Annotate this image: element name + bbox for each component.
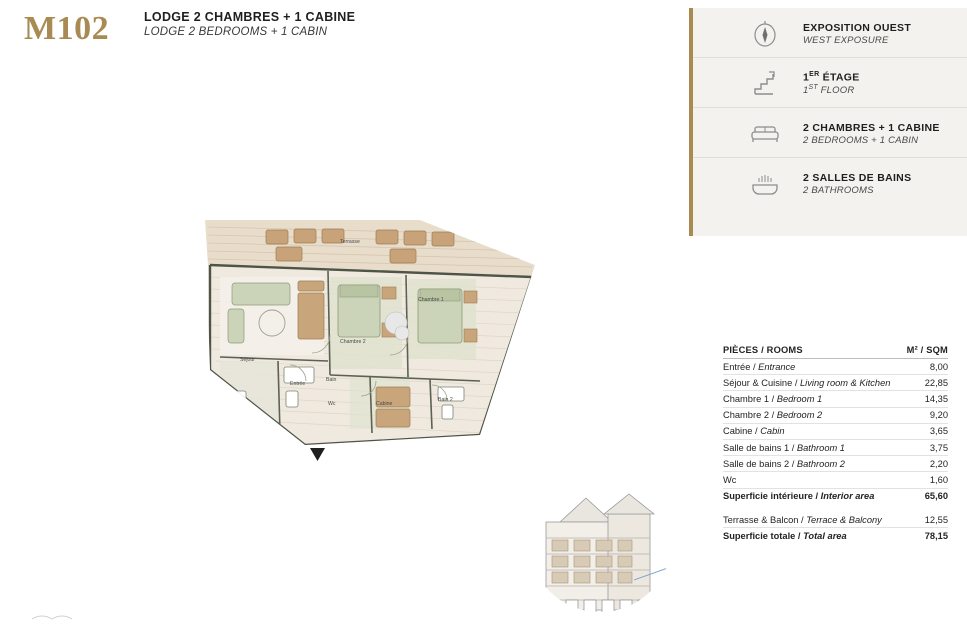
rooms-area-table (723, 345, 948, 504)
info-en-exposure: WEST EXPOSURE (803, 34, 889, 46)
plan-label-entree: Entrée (290, 381, 306, 387)
info-en-bedrooms: 2 BEDROOMS + 1 CABIN (803, 134, 919, 146)
room-name-fr: Chambre 2 / (723, 410, 777, 421)
room-name-cell (723, 407, 903, 423)
room-name-en: Cabin (760, 426, 785, 437)
room-name-fr: Chambre 1 / (723, 393, 777, 404)
room-name-en: Terrace & Balcony (806, 514, 882, 525)
outdoor-area-table (723, 512, 948, 543)
room-area-cell: 12,55 (919, 512, 948, 528)
info-fr-bathrooms: 2 SALLES DE BAINS (803, 172, 912, 184)
table-row (723, 439, 948, 455)
info-fr-bedrooms: 2 CHAMBRES + 1 CABINE (803, 121, 940, 134)
table-row (723, 456, 948, 472)
room-name-en: Bathroom 1 (796, 442, 845, 453)
table-row (723, 391, 948, 407)
table-row (723, 407, 948, 423)
total-area: 78,15 (924, 530, 948, 541)
total-interior-fr: Superficie intérieure / (723, 491, 821, 502)
info-row-bedrooms (693, 111, 967, 158)
room-name-en: Bathroom 2 (796, 458, 845, 469)
plan-label-sejour: Séjour (240, 357, 255, 363)
plan-title-block (144, 9, 355, 40)
room-name-fr: Entrée / (723, 361, 759, 372)
total-interior-label (723, 488, 903, 504)
building-elevation-thumbnail (500, 478, 700, 620)
reference-code: M102 (24, 10, 110, 47)
total-label (723, 528, 919, 544)
total-fr: Superficie totale / (723, 530, 804, 541)
info-text-floor (785, 71, 860, 98)
compass-icon (745, 17, 785, 51)
room-area-cell: 9,20 (903, 407, 948, 423)
room-area-cell: 22,85 (903, 375, 948, 391)
room-name-en: Living room & Kitchen (800, 377, 891, 388)
room-area-cell: 3,75 (903, 439, 948, 455)
info-fr-exposure: EXPOSITION OUEST (803, 21, 912, 34)
room-name-fr: Cabine / (723, 426, 761, 437)
room-name-cell (723, 359, 903, 375)
room-name-en: Entrance (758, 361, 796, 372)
col-header-area: M² / SQM (903, 345, 948, 359)
plan-label-terrasse: Terrasse (340, 239, 360, 245)
table-row (723, 423, 948, 439)
info-row-exposure (693, 11, 967, 58)
info-text-bathrooms (785, 172, 911, 197)
room-name-fr: Salle de bains 1 / (723, 442, 797, 453)
room-name-cell (723, 512, 919, 528)
property-info-panel (689, 8, 967, 236)
floor-ordinal-fr: ER (809, 70, 820, 78)
footer-decoration (30, 608, 120, 618)
total-interior-en: Interior area (820, 491, 875, 502)
table-row (723, 375, 948, 391)
floor-word-fr: ÉTAGE (819, 71, 860, 84)
plan-label-wc: Wc (328, 401, 336, 407)
room-name-cell (723, 423, 903, 439)
floor-number-fr: 1 (803, 71, 810, 84)
table-row-total-interior (723, 488, 948, 504)
room-name-fr: Salle de bains 2 / (723, 458, 797, 469)
room-area-cell: 1,60 (903, 472, 948, 488)
room-name-cell (723, 391, 903, 407)
room-area-cell: 2,20 (903, 456, 948, 472)
floor-word-en: FLOOR (817, 85, 855, 97)
room-name-fr: Séjour & Cuisine / (723, 377, 800, 388)
bed-icon (745, 117, 785, 151)
info-row-floor (693, 61, 967, 108)
table-row (723, 512, 948, 528)
floor-ordinal-en: ST (808, 84, 818, 92)
room-name-cell (723, 439, 903, 455)
table-row (723, 359, 948, 375)
info-text-bedrooms (785, 122, 940, 147)
info-en-floor (803, 84, 860, 97)
table-row-total (723, 528, 948, 544)
bathtub-icon (745, 168, 785, 202)
room-name-fr: Wc (723, 474, 737, 485)
col-header-rooms: PIÈCES / ROOMS (723, 345, 903, 359)
room-name-cell (723, 472, 903, 488)
room-area-cell: 3,65 (903, 423, 948, 439)
plan-title-fr: LODGE 2 CHAMBRES + 1 CABINE (144, 10, 356, 24)
room-name-en: Bedroom 2 (776, 410, 823, 421)
plan-label-bain-2: Bain 2 (438, 397, 453, 403)
room-name-cell (723, 456, 903, 472)
info-row-bathrooms (693, 161, 967, 208)
plan-title-en: LODGE 2 BEDROOMS + 1 CABIN (144, 26, 328, 39)
floor-plan (180, 205, 560, 475)
plan-label-chambre-2: Chambre 2 (340, 339, 366, 345)
table-row (723, 472, 948, 488)
floor-number-en: 1 (803, 85, 809, 97)
plan-label-cabine: Cabine (376, 401, 393, 407)
info-fr-floor (803, 71, 860, 85)
plan-label-chambre-1: Chambre 1 (418, 297, 444, 303)
table-header-row (723, 345, 948, 359)
room-name-en: Bedroom 1 (776, 393, 823, 404)
info-en-bathrooms: 2 BATHROOMS (803, 185, 874, 197)
room-area-cell: 8,00 (903, 359, 948, 375)
total-interior-area: 65,60 (924, 491, 948, 502)
room-area-cell: 14,35 (903, 391, 948, 407)
room-name-cell (723, 375, 903, 391)
info-text-exposure (785, 22, 911, 47)
total-en: Total area (803, 530, 847, 541)
stairs-icon (745, 67, 785, 101)
plan-label-bain: Bain (326, 377, 337, 383)
room-name-fr: Terrasse & Balcon / (723, 514, 807, 525)
